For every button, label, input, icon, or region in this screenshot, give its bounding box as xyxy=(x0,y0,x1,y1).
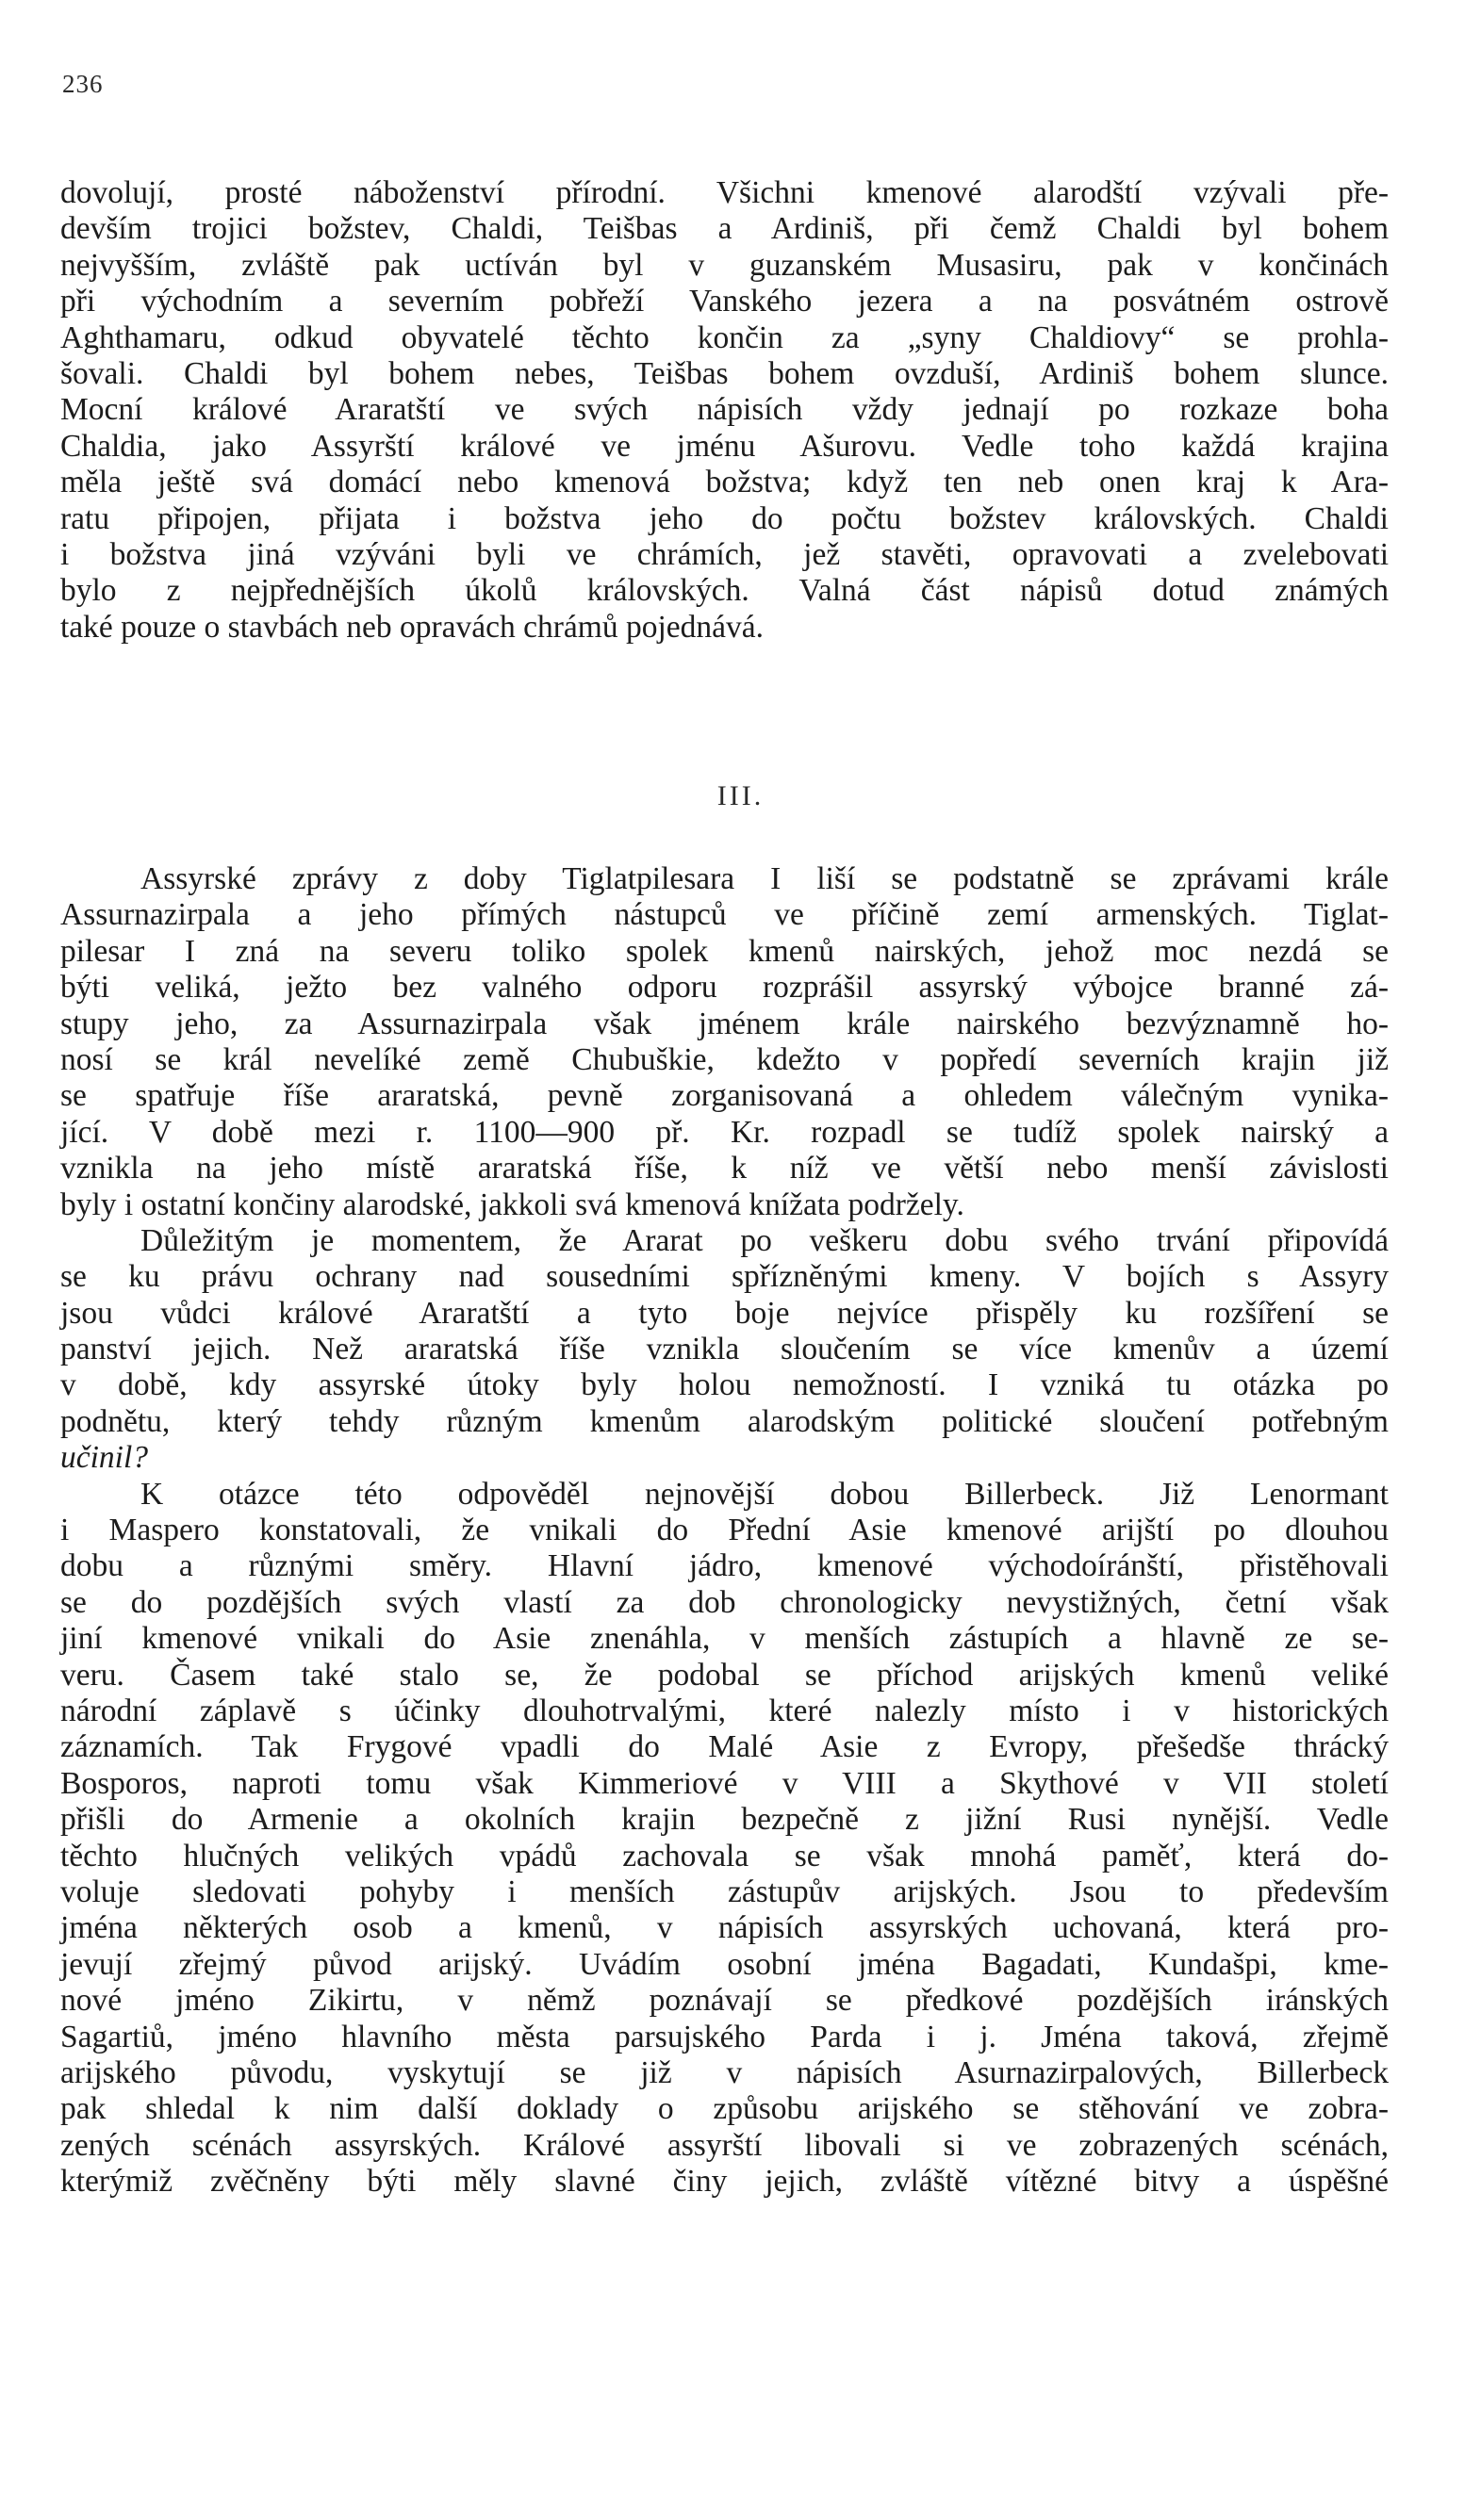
text-line: těchto hlučných velikých vpádů zachovala se však mnohá paměť, která do- xyxy=(60,1838,1389,1874)
text-line: pak shledal k nim další doklady o způsobu arijského se stěhování ve zobra- xyxy=(60,2091,1389,2127)
paragraph-religion xyxy=(60,175,1389,646)
text-line: Aghthamaru, odkud obyvatelé těchto končin za „syny Chaldiovy“ se prohla- xyxy=(60,319,1389,355)
text-line: jící. V době mezi r. 1100—900 př. Kr. rozpadl se tudíž spolek nairský a xyxy=(60,1114,1389,1150)
text-line: panství jejich. Než araratská říše vznikla sloučením se více kmenův a území xyxy=(60,1332,1389,1367)
text-line: nejvyšším, zvláště pak uctíván byl v guzanském Musasiru, pak v končinách xyxy=(60,247,1389,283)
text-line: K otázce této odpověděl nejnovější dobou Billerbeck. Již Lenormant xyxy=(140,1476,1389,1512)
text-line: arijského původu, vyskytují se již v nápisích Asurnazirpalových, Billerbeck xyxy=(60,2054,1389,2090)
text-line: záznamích. Tak Frygové vpadli do Malé Asie z Evropy, přešedše thrácký xyxy=(60,1729,1389,1765)
page-number: 236 xyxy=(62,70,104,98)
text-line: Bosporos, naproti tomu však Kimmeriové v VIII a Skythové v VII století xyxy=(60,1765,1389,1801)
text-line: býti veliká, ježto bez valného odporu rozprášil assyrský výbojce branné zá- xyxy=(60,970,1389,1006)
text-line: jiní kmenové vnikali do Asie znenáhla, v menších zástupích a hlavně ze se- xyxy=(60,1621,1389,1657)
text-line: Assyrské zprávy z doby Tiglatpilesara I liší se podstatně se zprávami krále xyxy=(140,861,1389,896)
text-line: národní záplavě s účinky dlouhotrvalými, které nalezly místo i v historických xyxy=(60,1693,1389,1728)
text-line: přišli do Armenie a okolních krajin bezpečně z jižní Rusi nynější. Vedle xyxy=(60,1802,1389,1838)
text-line: Mocní králové Araratští ve svých nápisích vždy jednají po rozkaze boha xyxy=(60,392,1389,428)
text-line: bylo z nejpřednějších úkolů královských. Valná část nápisů dotud známých xyxy=(60,573,1389,609)
text-line: dovolují, prosté náboženství přírodní. Všichni kmenové alarodští vzývali pře- xyxy=(60,175,1389,210)
text-line: ratu připojen, přijata i božstva jeho do počtu božstev královských. Chaldi xyxy=(60,500,1389,536)
text-line: pilesar I zná na severu toliko spolek kmenů nairských, jehož moc nezdá se xyxy=(60,933,1389,969)
text-line: nosí se král nevelíké země Chubuškie, kdežto v popředí severních krajin již xyxy=(60,1041,1389,1077)
text-line: voluje sledovati pohyby i menších zástupův arijských. Jsou to především xyxy=(60,1874,1389,1909)
text-line: byly i ostatní končiny alarodské, jakkoli svá kmenová knížata podržely. xyxy=(60,1186,964,1222)
text-line: kterýmiž zvěčněny býti měly slavné činy jejich, zvláště vítězné bitvy a úspěšné xyxy=(60,2164,1389,2200)
section-three-body xyxy=(60,861,1389,2200)
section-heading: III. xyxy=(716,780,765,811)
text-line: také pouze o stavbách neb opravách chrámů pojednává. xyxy=(60,609,764,645)
text-line: v době, kdy assyrské útoky byly holou nemožností. I vzniká tu otázka po xyxy=(60,1367,1389,1403)
text-line: vznikla na jeho místě araratská říše, k níž ve větší nebo menší závislosti xyxy=(60,1151,1389,1186)
text-line: při východním a severním pobřeží Vanského jezera a na posvátném ostrově xyxy=(60,284,1389,319)
text-line: Sagartiů, jméno hlavního města parsujského Parda i j. Jména taková, zřejmě xyxy=(60,2019,1389,2054)
text-line: nové jméno Zikirtu, v němž poznávají se předkové pozdějších iránských xyxy=(60,1983,1389,2019)
text-line: stupy jeho, za Assurnazirpala však jménem krále nairského bezvýznamně ho- xyxy=(60,1006,1389,1041)
text-line: se spatřuje říše araratská, pevně zorganisovaná a ohledem válečným vynika- xyxy=(60,1078,1389,1114)
text-line: devším trojici božstev, Chaldi, Teišbas a Ardiniš, při čemž Chaldi byl bohem xyxy=(60,211,1389,247)
text-line: veru. Časem také stalo se, že podobal se příchod arijských kmenů veliké xyxy=(60,1657,1389,1693)
text-line: podnětu, který tehdy různým kmenům alarodským politické sloučení potřebným xyxy=(60,1403,1389,1439)
text-line: i božstva jiná vzýváni byli ve chrámích, jež stavěti, opravovati a zvelebovati xyxy=(60,536,1389,572)
text-line: Chaldia, jako Assyrští králové ve jménu Ašurovu. Vedle toho každá krajina xyxy=(60,428,1389,464)
text-line: jevují zřejmý původ arijský. Uvádím osobní jména Bagadati, Kundašpi, kme- xyxy=(60,1946,1389,1982)
text-line: šovali. Chaldi byl bohem nebes, Teišbas bohem ovzduší, Ardiniš bohem slunce. xyxy=(60,355,1389,391)
text-line: zených scénách assyrských. Králové assyrští libovali si ve zobrazených scénách, xyxy=(60,2127,1389,2163)
text-line: i Maspero konstatovali, že vnikali do Přední Asie kmenové arijští po dlouhou xyxy=(60,1513,1389,1548)
text-line: jsou vůdci králové Araratští a tyto boje nejvíce přispěly ku rozšíření se xyxy=(60,1295,1389,1331)
text-line: měla ještě svá domácí nebo kmenová božstva; když ten neb onen kraj k Ara- xyxy=(60,465,1389,500)
text-line: učinil? xyxy=(60,1440,149,1476)
text-line: Důležitým je momentem, že Ararat po veškeru dobu svého trvání připovídá xyxy=(140,1222,1389,1258)
text-line: se do pozdějších svých vlastí za dob chronologicky nevystižných, četní však xyxy=(60,1584,1389,1620)
text-line: dobu a různými směry. Hlavní jádro, kmenové východoíránští, přistěhovali xyxy=(60,1548,1389,1584)
text-line: Assurnazirpala a jeho přímých nástupců ve příčině zemí armenských. Tiglat- xyxy=(60,897,1389,933)
text-line: jména některých osob a kmenů, v nápisích assyrských uchovaná, která pro- xyxy=(60,1910,1389,1946)
text-line: se ku právu ochrany nad sousedními spřízněnými kmeny. V bojích s Assyry xyxy=(60,1259,1389,1295)
